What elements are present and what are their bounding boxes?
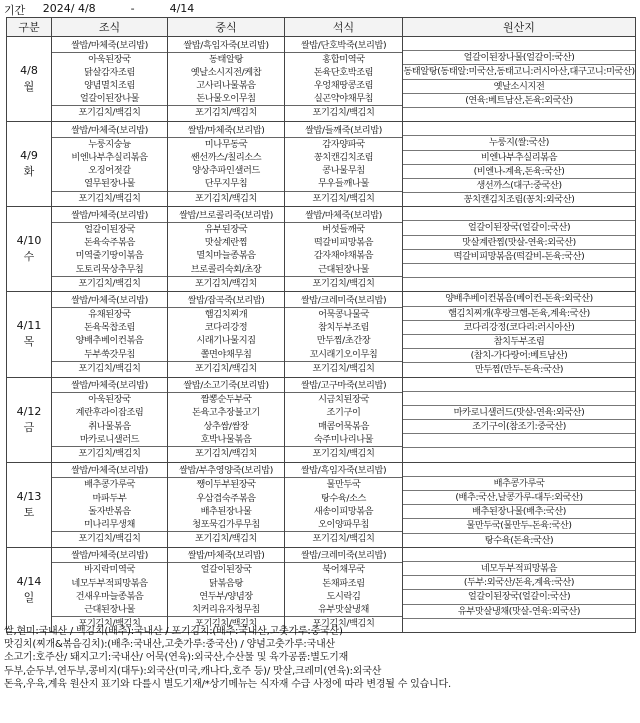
origin-line: [403, 207, 635, 221]
origin-cell: [403, 462, 636, 547]
note-line: 소고기:호주산/ 돼지고기:국내산/ 어묵(연육):외국산,수산물 및 육가공품:별도기재: [4, 652, 349, 664]
menu-item: 포기김치/백김치: [285, 105, 402, 119]
origin-cell: [403, 37, 636, 122]
origin-cell: [403, 122, 636, 207]
menu-item: 건새우마늘종볶음: [75, 590, 144, 602]
menu-item: 감자양파국: [322, 138, 365, 150]
origin-line: 꽁치캔김치조림(꽁치:외국산): [463, 194, 575, 206]
menu-item: 유부맛살냉채: [318, 604, 369, 615]
menu-item: 포기김치/백김치: [285, 446, 402, 460]
lunch-cell: [168, 547, 285, 632]
origin-cell: [403, 207, 636, 292]
menu-item: 치커리유자청무침: [192, 604, 260, 615]
day-cell: [7, 462, 52, 547]
menu-item: 포기김치/백김치: [168, 191, 284, 205]
menu-item: 네모두부적피망볶음: [71, 577, 148, 589]
day-row: [7, 462, 636, 547]
menu-item: 쌀밥/흑임자죽(보리밥): [285, 464, 402, 478]
note-line: 쌀,현미:국내산 / 백김치(배추):국내산 / 포기김치:(배추:국내산,고춧가루:중국산): [4, 626, 343, 637]
day-row: [7, 207, 636, 292]
day-date: 4/9: [20, 149, 38, 163]
menu-item: 버섯들깨국: [322, 223, 365, 235]
origin-line: 떡갈비피망볶음(떡갈비-돈육:국산): [403, 250, 635, 264]
menu-item: 코다리강정: [204, 322, 248, 334]
day-date: 4/13: [16, 489, 42, 503]
menu-item: 열무된장나물: [84, 178, 135, 190]
origin-line: [403, 108, 635, 121]
menu-item: 포기김치/백김치: [52, 276, 167, 290]
menu-item: 떡갈비피망볶음: [313, 237, 374, 249]
menu-item: 포기김치/백김치: [52, 191, 167, 205]
day-weekday: 일: [23, 590, 35, 604]
menu-item: 연두부/양념장: [199, 590, 253, 602]
lunch-cell: [168, 207, 285, 292]
menu-item: 바지락미역국: [84, 564, 135, 576]
day-date: 4/12: [16, 404, 42, 418]
origin-line: 동태알탕(동태알:미국산,동태고니:러시아산,대구고니:미국산): [403, 65, 635, 79]
menu-item: 포기김치/백김치: [168, 105, 284, 119]
menu-item: 포기김치/백김치: [168, 361, 284, 375]
menu-item: 쌀밥/마체죽(보리밥): [168, 124, 284, 138]
menu-item: 포기김치/백김치: [285, 531, 402, 545]
menu-item: 꽁치캔김치조림: [313, 152, 374, 163]
menu-item: 시금치된장국: [318, 394, 369, 406]
origin-line: (두부:외국산/돈육,계육:국산): [403, 576, 635, 590]
menu-item: 포기김치/백김치: [52, 446, 167, 460]
origin-line: [403, 392, 635, 406]
origin-line: 코다리강정(코다리:러시아산): [403, 321, 635, 335]
origin-line: 비엔나부추실리볶음: [403, 151, 635, 165]
origin-line: [403, 378, 635, 392]
menu-item: 쌀밥/마체죽(보리밥): [52, 294, 167, 308]
dinner-cell: [285, 37, 403, 122]
menu-item: 포기김치/백김치: [285, 616, 402, 630]
menu-item: 단무지무침: [204, 178, 248, 190]
origin-line: [403, 278, 635, 291]
origin-line: 만두찜(만두-돈육:국산): [474, 364, 564, 376]
origin-line: 탕수육(돈육:국산): [484, 534, 554, 546]
menu-item: 아욱된장국: [88, 394, 131, 406]
menu-item: 햄김치찌개: [204, 309, 248, 321]
menu-item: 실곤약야채무침: [313, 93, 374, 105]
origin-line: 배추된장나물(배추:국산): [403, 505, 635, 519]
day-date: 4/8: [20, 64, 38, 78]
menu-item: 닭볶음탕: [209, 577, 243, 589]
origin-line: 얼갈이된장국(얼갈이:국산): [403, 590, 635, 604]
menu-item: 상추쌈/쌈장: [203, 420, 249, 432]
menu-item: 양상추파인샐러드: [192, 165, 260, 177]
menu-item: 쌀밥/마체죽(보리밥): [52, 464, 167, 478]
menu-item: 돈채파조림: [322, 577, 365, 589]
lunch-cell: [168, 292, 285, 377]
menu-item: 비엔나부추실리볶음: [71, 152, 148, 163]
menu-item: 도시락김: [326, 590, 361, 602]
menu-item: 양배추베이컨볶음: [75, 335, 144, 347]
breakfast-cell: [52, 207, 168, 292]
day-date: 4/10: [16, 234, 42, 248]
menu-item: 홍합미역국: [322, 53, 365, 65]
menu-item: 포기김치/백김치: [168, 276, 284, 290]
day-weekday: 화: [23, 165, 35, 179]
menu-item: 꼬시래기오이무침: [309, 348, 378, 360]
menu-item: 포기김치/백김치: [52, 105, 167, 119]
menu-item: 멸치마늘종볶음: [196, 250, 256, 262]
day-date: 4/14: [16, 574, 42, 588]
day-cell: [7, 122, 52, 207]
day-cell: [7, 207, 52, 292]
menu-item: 배추콩가루국: [84, 479, 135, 491]
menu-item: 얼갈이된장국: [200, 564, 252, 576]
menu-item: 도토리묵상추무침: [75, 263, 144, 275]
menu-item: 돈육고추장불고기: [192, 407, 260, 419]
menu-item: 쌀밥/부추영양죽(보리밥): [168, 464, 284, 478]
menu-item: 쌘선까스/칠리소스: [190, 152, 262, 163]
day-weekday: 월: [23, 80, 35, 94]
menu-item: 돈육목찹조림: [84, 322, 135, 334]
day-cell: [7, 292, 52, 377]
menu-item: 근대된장나물: [84, 604, 135, 615]
origin-line: 유부맛살냉채(맛살-연육:외국산): [403, 605, 635, 619]
origin-cell: [403, 547, 636, 632]
menu-item: 포기김치/백김치: [168, 616, 284, 630]
menu-item: 마카로니샐러드: [79, 433, 140, 445]
menu-item: 쌀밥/마체죽(보리밥): [168, 549, 284, 563]
origin-line: (참치-가다랑어:베트남산): [403, 349, 635, 363]
origin-line: [403, 448, 635, 461]
menu-item: 쨍이두부된장국: [196, 479, 256, 491]
breakfast-cell: [52, 292, 168, 377]
origin-line: [403, 122, 635, 136]
origin-line: 생선까스(대구:중국산): [403, 179, 635, 193]
menu-item: 쌀밥/마체죽(보리밥): [52, 209, 167, 223]
menu-item: 유채된장국: [88, 309, 131, 321]
menu-item: 닭살감자조림: [84, 66, 135, 78]
day-weekday: 목: [23, 335, 35, 349]
menu-item: 참치두부조림: [318, 322, 369, 334]
menu-item: 미역줄기땅이볶음: [75, 250, 144, 262]
menu-item: 우엉채땅콩조림: [313, 80, 374, 92]
menu-item: 돈육단호박조림: [313, 66, 374, 78]
menu-item: 쌀밥/마체죽(보리밥): [52, 549, 167, 563]
menu-item: 쌀밥/흑임자죽(보리밥): [168, 39, 284, 53]
origin-line: 햄김치찌개(후랑크햄-돈육,계육:국산): [403, 307, 635, 321]
menu-item: 유부된장국: [204, 223, 248, 235]
lunch-cell: [168, 462, 285, 547]
menu-item: 포기김치/백김치: [285, 191, 402, 205]
header-row: [7, 18, 636, 37]
day-row: [7, 547, 636, 632]
lunch-cell: [168, 37, 285, 122]
header-dinner: 석식: [285, 18, 403, 37]
day-weekday: 금: [23, 420, 35, 434]
menu-item: 얼갈이된장국: [84, 223, 135, 235]
menu-item: 얼갈이된장나물: [79, 93, 140, 105]
menu-item: 브로콜리숙회/초장: [190, 263, 262, 275]
menu-item: 포기김치/백김치: [52, 361, 167, 375]
origin-line: 얼갈이된장나물(얼갈이:국산): [403, 51, 635, 65]
note-line: 맛김치(찌개&볶음김치):(배추:국내산,고춧가루:중국산) / 양념고춧가루:국내산: [4, 639, 335, 651]
menu-item: 쫄면야채무침: [200, 348, 252, 360]
menu-item: 아욱된장국: [88, 53, 131, 65]
day-cell: [7, 547, 52, 632]
menu-item: 만두찜/초간장: [316, 335, 371, 347]
breakfast-cell: [52, 122, 168, 207]
origin-line: 네모두부적피망볶음: [403, 562, 635, 576]
menu-item: 쌀밥/마체죽(보리밥): [52, 379, 167, 393]
day-cell: [7, 377, 52, 462]
weekly-menu-table: [6, 17, 636, 633]
menu-item: 우삼겹숙주볶음: [196, 492, 256, 504]
menu-item: 포기김치/백김치: [285, 276, 402, 290]
menu-item: 매콤어묵볶음: [318, 420, 369, 432]
menu-item: 포기김치/백김치: [168, 446, 284, 460]
header-origin: 원산지: [403, 18, 636, 37]
breakfast-cell: [52, 462, 168, 547]
origin-line: [403, 434, 635, 448]
day-cell: [7, 37, 52, 122]
origin-line: (연육:베트남산,돈육:외국산): [403, 94, 635, 108]
dinner-cell: [285, 207, 403, 292]
dinner-cell: [285, 377, 403, 462]
origin-line: 물만두국(물만두-돈육:국산): [403, 519, 635, 533]
menu-item: 오징어젓갈: [88, 165, 131, 177]
menu-item: 맛살계란찜: [204, 237, 248, 249]
origin-line: 양배추베이컨볶음(베이컨-돈육:외국산): [403, 292, 635, 306]
origin-notes: [4, 625, 636, 691]
menu-item: 돈나물오이무침: [196, 93, 256, 105]
header-breakfast: 조식: [52, 18, 168, 37]
origin-line: 배추콩가루국: [403, 477, 635, 491]
menu-item: 취나물볶음: [88, 420, 131, 432]
origin-line: 얼갈이된장국(얼갈이:국산): [403, 221, 635, 235]
period-label: 기간: [4, 4, 26, 17]
origin-line: 누룽지(쌀:국산): [403, 136, 635, 150]
menu-item: 두부쑥갓무침: [84, 348, 135, 360]
note-line: 돈육,우육,계육 원산지 표기와 다를시 별도기재/*상기메뉴는 식자재 수급 사정에 따라 변경될 수 있습니다.: [4, 678, 451, 690]
menu-period: [4, 2, 194, 16]
lunch-cell: [168, 122, 285, 207]
day-row: [7, 292, 636, 377]
day-weekday: 토: [23, 505, 35, 519]
dinner-cell: [285, 122, 403, 207]
origin-cell: [403, 377, 636, 462]
menu-item: 누룽지숭늉: [88, 138, 131, 150]
origin-cell: [403, 292, 636, 377]
origin-line: 옛날소시지전: [403, 80, 635, 94]
menu-item: 고사리나물볶음: [196, 80, 256, 92]
origin-line: 조기구이(참조기:중국산): [403, 420, 635, 434]
note-line: 두부,순두부,연두부,콩비지(대두):외국산(미국,캐나다,호주 등)/ 맛살,크레미(연육):외국산: [4, 665, 382, 677]
menu-item: 동태알탕: [209, 53, 243, 65]
origin-line: 마카로니샐러드(맛살-연육:외국산): [403, 406, 635, 420]
period-end: 4/14: [169, 2, 195, 15]
menu-item: 근대된장나물: [318, 263, 369, 275]
menu-item: 북어채무국: [322, 564, 365, 576]
menu-item: 미나무동국: [204, 138, 248, 150]
menu-item: 쌀밥/잡곡죽(보리밥): [168, 294, 284, 308]
origin-line: [403, 463, 635, 477]
menu-item: 포기김치/백김치: [168, 531, 284, 545]
menu-item: 계란후라이잡조림: [75, 407, 144, 419]
day-row: [7, 37, 636, 122]
day-weekday: 수: [23, 250, 35, 264]
origin-line: [403, 37, 635, 51]
day-row: [7, 122, 636, 207]
menu-item: 돈육숙주볶음: [84, 237, 135, 249]
menu-item: 짬뽕순두부국: [200, 394, 252, 406]
menu-item: 양념멸치조림: [84, 80, 135, 92]
menu-item: 쌀밥/들깨죽(보리밥): [285, 124, 402, 138]
menu-item: 쌀밥/마체죽(보리밥): [285, 209, 402, 223]
breakfast-cell: [52, 377, 168, 462]
period-dash: -: [130, 2, 135, 15]
day-date: 4/11: [16, 319, 42, 333]
menu-item: 탕수육/소스: [320, 492, 367, 504]
origin-line: (배추:국산,날콩가루-대두:외국산): [403, 491, 635, 505]
menu-item: 감자채야채볶음: [313, 250, 374, 262]
dinner-cell: [285, 292, 403, 377]
menu-item: 어묵콩나물국: [318, 309, 369, 321]
menu-item: 포기김치/백김치: [52, 531, 167, 545]
menu-item: 포기김치/백김치: [52, 616, 167, 630]
menu-item: 무우들깨나물: [318, 178, 369, 190]
menu-item: 쌀밥/단호박죽(보리밥): [285, 39, 402, 53]
origin-line: 맛살계란찜(맛살-연육:외국산): [403, 236, 635, 250]
menu-item: 물만두국: [326, 479, 361, 491]
menu-item: 포기김치/백김치: [285, 361, 402, 375]
menu-item: 숙주미나리나물: [313, 433, 374, 445]
lunch-cell: [168, 377, 285, 462]
menu-item: 시래기나물지짐: [196, 335, 256, 347]
menu-item: 쌀밥/브로콜리죽(보리밥): [168, 209, 284, 223]
origin-line: [403, 264, 635, 278]
menu-item: 청포묵김가루무침: [192, 518, 260, 530]
breakfast-cell: [52, 37, 168, 122]
origin-line: (비엔나-계육,돈육:국산): [403, 165, 635, 179]
menu-item: 쌀밥/고구마죽(보리밥): [285, 379, 402, 393]
dinner-cell: [285, 547, 403, 632]
origin-line: 참치두부조림: [403, 335, 635, 349]
menu-item: 호박나물볶음: [200, 433, 252, 445]
menu-item: 쌀밥/크레미죽(보리밥): [285, 294, 402, 308]
menu-item: 돌자반볶음: [88, 505, 131, 517]
menu-item: 옛날소시지전/케찹: [190, 66, 262, 78]
menu-item: 배추된장나물: [200, 505, 252, 517]
menu-item: 쌀밥/소고기죽(보리밥): [168, 379, 284, 393]
period-start: 2024/ 4/8: [42, 2, 96, 15]
header-lunch: 중식: [168, 18, 285, 37]
menu-item: 새송이피망볶음: [313, 505, 374, 517]
menu-item: 쌀밥/크레미죽(보리밥): [285, 549, 402, 563]
menu-item: 조기구이: [326, 407, 361, 419]
day-row: [7, 377, 636, 462]
menu-item: 콩나물무침: [322, 165, 365, 177]
breakfast-cell: [52, 547, 168, 632]
menu-item: 쌀밥/마체죽(보리밥): [52, 39, 167, 53]
menu-item: 미나리무생채: [84, 518, 135, 530]
menu-item: 오이양파무침: [318, 518, 369, 530]
menu-item: 마파두부: [92, 492, 127, 504]
dinner-cell: [285, 462, 403, 547]
menu-item: 쌀밥/마체죽(보리밥): [52, 124, 167, 138]
origin-line: [403, 548, 635, 562]
header-day: 구분: [7, 18, 52, 37]
